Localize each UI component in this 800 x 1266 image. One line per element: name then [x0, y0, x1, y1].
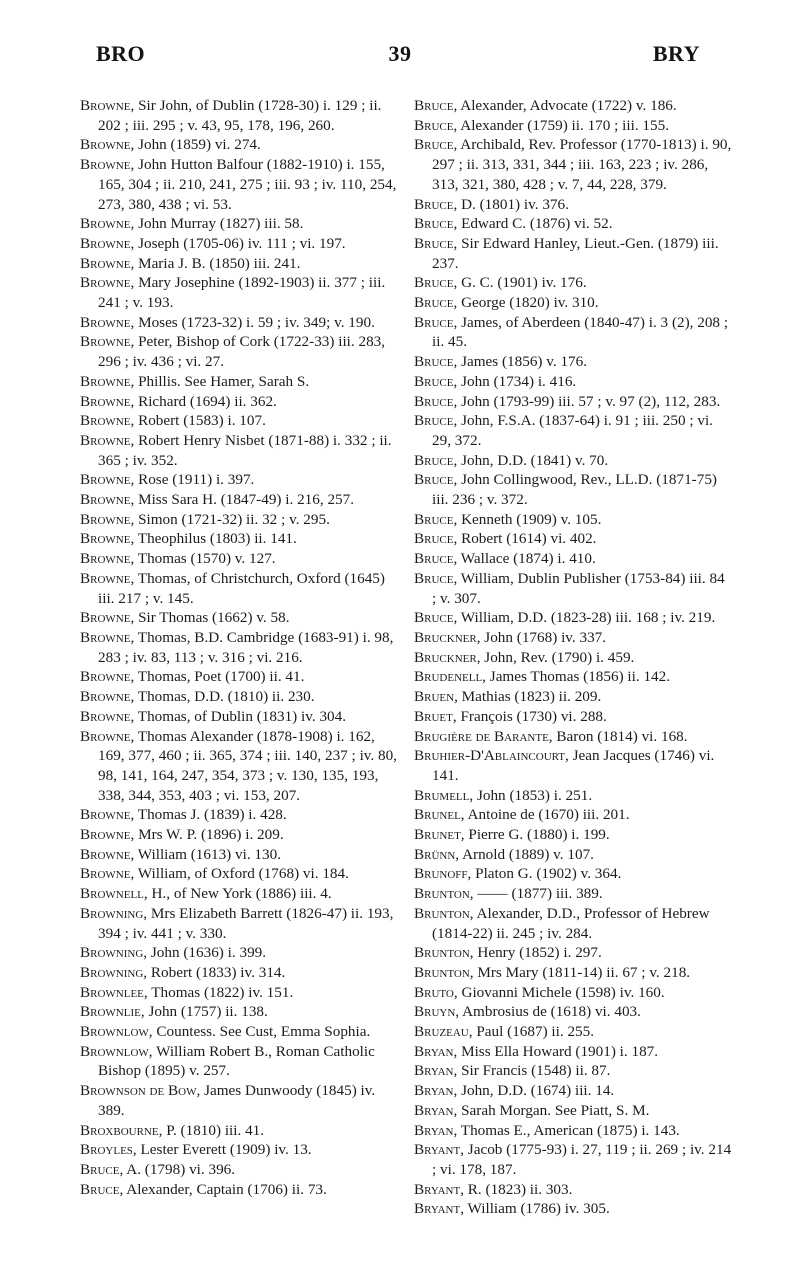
entry-name: Brunton, [414, 963, 474, 981]
entry-name: Bruckner, [414, 648, 481, 666]
index-entry [80, 884, 398, 904]
index-entry [80, 1081, 398, 1120]
entry-text: Alexander, Captain (1706) ii. 73. [123, 1180, 327, 1198]
index-entry [80, 608, 398, 628]
entry-text: Sir Edward Hanley, Lieut.-Gen. (1879) iii. 237. [432, 234, 719, 272]
index-entry [414, 707, 732, 727]
index-entry [414, 1081, 732, 1101]
entry-text: William, of Oxford (1768) vi. 184. [134, 865, 349, 883]
index-entry [414, 549, 732, 569]
index-entry [414, 983, 732, 1003]
index-entry [414, 411, 732, 450]
entry-name: Brownell, [80, 885, 148, 903]
entry-name: Browne, [80, 372, 135, 390]
index-entry [80, 569, 398, 608]
entry-name: Brownlow, [80, 1042, 153, 1060]
entry-name: Bruce, [414, 136, 458, 154]
entry-name: Brunel, [414, 806, 465, 824]
index-entry [414, 963, 732, 983]
entry-text: Simon (1721-32) ii. 32 ; v. 295. [134, 510, 330, 528]
index-entry [414, 1199, 732, 1219]
entry-text: Kenneth (1909) v. 105. [457, 510, 602, 528]
entry-text: John (1793-99) iii. 57 ; v. 97 (2), 112, 283. [457, 392, 721, 410]
entry-name: Brugière de Barante, [414, 727, 553, 745]
entry-name: Bruce, [80, 1180, 124, 1198]
entry-text: Joseph (1705-06) iv. 111 ; vi. 197. [134, 234, 346, 252]
entry-name: Bryant, [414, 1141, 464, 1159]
entry-text: Arnold (1889) v. 107. [459, 845, 594, 863]
entry-name: Brumell, [414, 786, 474, 804]
entry-text: Thomas, Poet (1700) ii. 41. [134, 668, 305, 686]
entry-text: Thomas (1570) v. 127. [134, 550, 276, 568]
entry-name: Browne, [80, 865, 135, 883]
index-entry [414, 116, 732, 136]
index-entry [80, 727, 398, 806]
entry-text: Thomas, of Dublin (1831) iv. 304. [134, 707, 347, 725]
entry-text: Thomas, B.D. Cambridge (1683-91) i. 98, 283 ; iv. 83, 113 ; v. 316 ; vi. 216. [98, 628, 394, 666]
index-entry [414, 569, 732, 608]
entry-text: Sir Francis (1548) ii. 87. [457, 1062, 611, 1080]
entry-text: James Thomas (1856) ii. 142. [485, 668, 671, 686]
index-entry [414, 845, 732, 865]
index-entry [80, 313, 398, 333]
entry-name: Bryant, [414, 1200, 464, 1218]
index-entry [414, 529, 732, 549]
entry-text: John Hutton Balfour (1882-1910) i. 155, 165, 304 ; ii. 210, 241, 275 ; iii. 93 ; iv. 110, 254, 273, 380, 438 ; vi. 53. [98, 156, 397, 213]
index-entry [80, 490, 398, 510]
entry-name: Broxbourne, [80, 1121, 163, 1139]
entry-text: Henry (1852) i. 297. [473, 944, 602, 962]
index-entry [80, 431, 398, 470]
index-entry [80, 1160, 398, 1180]
entry-text: William, Dublin Publisher (1753-84) iii. 84 ; v. 307. [432, 569, 725, 607]
entry-name: Browne, [80, 215, 135, 233]
entry-text: John (1859) vi. 274. [134, 136, 261, 154]
index-entry [414, 510, 732, 530]
running-head-left: BRO [96, 41, 146, 66]
entry-text: Peter, Bishop of Cork (1722-33) iii. 283, 296 ; iv. 436 ; vi. 27. [98, 333, 386, 371]
entry-name: Browne, [80, 845, 135, 863]
entry-text: William Robert B., Roman Catholic Bishop (1895) v. 257. [98, 1042, 375, 1080]
index-entry [80, 273, 398, 312]
entry-text: Baron (1814) vi. 168. [552, 727, 688, 745]
entry-text: Mrs Mary (1811-14) ii. 67 ; v. 218. [473, 963, 691, 981]
index-entry [80, 904, 398, 943]
index-entry [80, 411, 398, 431]
entry-name: Bruce, [414, 530, 458, 548]
entry-text: Countess. See Cust, Emma Sophia. [152, 1023, 371, 1041]
index-entry [414, 746, 732, 785]
index-entry [80, 805, 398, 825]
entry-text: Mary Josephine (1892-1903) ii. 377 ; iii. 241 ; v. 193. [98, 274, 386, 312]
entry-name: Brunton, [414, 904, 474, 922]
entry-name: Brunton, [414, 944, 474, 962]
entry-name: Bruckner, [414, 628, 481, 646]
index-entry [80, 254, 398, 274]
index-entry [414, 273, 732, 293]
entry-text: G. C. (1901) iv. 176. [457, 274, 587, 292]
entry-name: Bruhier-D'Ablaincourt, [414, 747, 569, 765]
entry-text: George (1820) iv. 310. [457, 294, 599, 312]
index-entry [80, 155, 398, 214]
entry-text: James (1856) v. 176. [457, 353, 588, 371]
entry-text: Lester Everett (1909) iv. 13. [136, 1141, 312, 1159]
page-header [0, 41, 800, 71]
entry-text: R. (1823) ii. 303. [464, 1180, 573, 1198]
entry-name: Bruyn, [414, 1003, 460, 1021]
entry-name: Brunoff, [414, 865, 472, 883]
entry-text: John (1734) i. 416. [457, 372, 577, 390]
entry-text: Giovanni Michele (1598) iv. 160. [457, 983, 665, 1001]
entry-name: Bruce, [414, 215, 458, 233]
index-entry [80, 845, 398, 865]
entry-text: Mathias (1823) ii. 209. [457, 688, 602, 706]
entry-text: Platon G. (1902) v. 364. [471, 865, 622, 883]
index-entry [80, 1121, 398, 1141]
index-entry [414, 825, 732, 845]
entry-text: Edward C. (1876) vi. 52. [457, 215, 613, 233]
entry-text: Robert (1833) iv. 314. [147, 963, 286, 981]
index-entry [414, 1022, 732, 1042]
index-entry [414, 470, 732, 509]
entry-name: Bruzeau, [414, 1023, 473, 1041]
index-entry [414, 687, 732, 707]
index-entry [414, 805, 732, 825]
entry-text: Alexander, Advocate (1722) v. 186. [457, 97, 677, 114]
entry-name: Bruce, [414, 609, 458, 627]
entry-text: Miss Sara H. (1847-49) i. 216, 257. [134, 491, 355, 509]
index-entry [414, 667, 732, 687]
index-entry [80, 983, 398, 1003]
entry-name: Bruce, [414, 510, 458, 528]
entry-name: Bryan, [414, 1042, 458, 1060]
index-entry [80, 963, 398, 983]
entry-name: Brownlee, [80, 983, 148, 1001]
entry-text: Thomas, D.D. (1810) ii. 230. [134, 688, 315, 706]
entry-text: Moses (1723-32) i. 59 ; iv. 349; v. 190. [134, 313, 375, 331]
entry-name: Bruen, [414, 688, 458, 706]
entry-text: Thomas E., American (1875) i. 143. [457, 1121, 680, 1139]
index-entry [414, 1061, 732, 1081]
entry-name: Bryan, [414, 1062, 458, 1080]
entry-text: William, D.D. (1823-28) iii. 168 ; iv. 219. [457, 609, 716, 627]
entry-text: Archibald, Rev. Professor (1770-1813) i. 90, 297 ; ii. 313, 331, 344 ; iii. 163, 223 ; iv. 286, 313, 321, 380, 428 ; v. 7, 44, 228, 379. [432, 136, 732, 193]
entry-name: Browne, [80, 707, 135, 725]
entry-name: Browning, [80, 963, 148, 981]
entry-text: Sir Thomas (1662) v. 58. [134, 609, 290, 627]
entry-name: Browne, [80, 668, 135, 686]
entry-text: Wallace (1874) i. 410. [457, 550, 596, 568]
index-entry [414, 648, 732, 668]
entry-name: Brownlie, [80, 1003, 145, 1021]
index-entry [80, 667, 398, 687]
entry-text: Jacob (1775-93) i. 27, 119 ; ii. 269 ; iv. 214 ; vi. 178, 187. [432, 1141, 732, 1178]
index-entry [414, 313, 732, 352]
entry-name: Bruce, [414, 97, 458, 114]
entry-name: Browne, [80, 136, 135, 154]
index-entry [414, 864, 732, 884]
index-entry [80, 628, 398, 667]
entry-name: Bruce, [80, 1160, 124, 1178]
entry-name: Bryan, [414, 1121, 458, 1139]
entry-name: Brunet, [414, 826, 465, 844]
index-entry [80, 392, 398, 412]
entry-text: Thomas Alexander (1878-1908) i. 162, 169, 377, 460 ; ii. 365, 374 ; iii. 140, 237 ; iv. 80, 98, 141, 164, 247, 354, 373 ; v. 130, 135, 193, 338, 344, 353, 403 ; vi. 153, 207. [98, 727, 397, 804]
entry-name: Browne, [80, 609, 135, 627]
index-entry [80, 529, 398, 549]
entry-name: Bruce, [414, 451, 458, 469]
index-entry [80, 687, 398, 707]
entry-name: Bruce, [414, 195, 458, 213]
entry-text: William (1786) iv. 305. [464, 1200, 610, 1218]
entry-name: Browning, [80, 944, 148, 962]
index-entry [80, 214, 398, 234]
entry-name: Bruce, [414, 412, 458, 430]
entry-text: Robert (1614) vi. 402. [457, 530, 597, 548]
entry-text: Maria J. B. (1850) iii. 241. [134, 254, 301, 272]
entry-text: Mrs Elizabeth Barrett (1826-47) ii. 193, 394 ; iv. 441 ; v. 330. [98, 904, 394, 942]
index-entry [80, 1140, 398, 1160]
entry-text: Paul (1687) ii. 255. [472, 1023, 595, 1041]
entry-text: P. (1810) iii. 41. [162, 1121, 265, 1139]
entry-text: François (1730) vi. 288. [456, 707, 607, 725]
index-entry [414, 786, 732, 806]
entry-name: Browne, [80, 688, 135, 706]
entry-name: Brownlow, [80, 1023, 153, 1041]
entry-text: Richard (1694) ii. 362. [134, 392, 277, 410]
entry-text: John, D.D. (1674) iii. 14. [457, 1082, 615, 1100]
entry-name: Bruce, [414, 392, 458, 410]
entry-text: Sir John, of Dublin (1728-30) i. 129 ; ii. 202 ; iii. 295 ; v. 43, 95, 178, 196, 260. [98, 97, 382, 134]
entry-name: Bruce, [414, 116, 458, 134]
index-entry [80, 234, 398, 254]
index-entry [80, 1180, 398, 1200]
entry-text: John (1636) i. 399. [147, 944, 267, 962]
index-entry [80, 825, 398, 845]
entry-text: James Dunwoody (1845) iv. 389. [98, 1082, 376, 1119]
entry-name: Browne, [80, 628, 135, 646]
entry-text: Pierre G. (1880) i. 199. [464, 826, 610, 844]
entry-text: Rose (1911) i. 397. [134, 471, 255, 489]
index-entry [414, 293, 732, 313]
index-entry [414, 96, 732, 116]
entry-text: William (1613) vi. 130. [134, 845, 282, 863]
entry-text: Antoine de (1670) iii. 201. [464, 806, 630, 824]
entry-name: Broyles, [80, 1141, 137, 1159]
entry-name: Bruto, [414, 983, 458, 1001]
entry-text: Theophilus (1803) ii. 141. [134, 530, 297, 548]
entry-text: —— (1877) iii. 389. [473, 885, 603, 903]
entry-name: Browne, [80, 156, 135, 174]
index-entry [414, 884, 732, 904]
entry-text: John Murray (1827) iii. 58. [134, 215, 304, 233]
index-entry [80, 510, 398, 530]
entry-name: Bruce, [414, 313, 458, 331]
index-column-left [80, 96, 398, 1199]
entry-name: Bruce, [414, 471, 458, 489]
index-entry [80, 372, 398, 392]
entry-text: H., of New York (1886) iii. 4. [147, 885, 332, 903]
entry-name: Bryant, [414, 1180, 464, 1198]
index-entry [80, 135, 398, 155]
index-entry [80, 943, 398, 963]
index-entry [414, 943, 732, 963]
index-entry [80, 1002, 398, 1022]
entry-name: Brudenell, [414, 668, 486, 686]
entry-text: Jean Jacques (1746) vi. 141. [432, 747, 715, 784]
entry-text: John Collingwood, Rev., LL.D. (1871-75) iii. 236 ; v. 372. [432, 471, 717, 509]
entry-name: Bruce, [414, 550, 458, 568]
entry-text: John, D.D. (1841) v. 70. [457, 451, 609, 469]
index-entry [414, 727, 732, 747]
entry-name: Bruce, [414, 234, 458, 252]
entry-name: Bruce, [414, 372, 458, 390]
entry-text: John, F.S.A. (1837-64) i. 91 ; iii. 250 ; vi. 29, 372. [432, 412, 713, 449]
index-entry [414, 628, 732, 648]
index-entry [414, 1140, 732, 1179]
entry-name: Bryan, [414, 1101, 458, 1119]
index-entry [414, 372, 732, 392]
entry-name: Brünn, [414, 845, 460, 863]
entry-name: Browne, [80, 569, 135, 587]
entry-name: Browne, [80, 274, 135, 292]
index-entry [414, 135, 732, 194]
index-entry [80, 332, 398, 371]
entry-name: Browne, [80, 313, 135, 331]
entry-text: Mrs W. P. (1896) i. 209. [134, 826, 284, 844]
index-entry [414, 1042, 732, 1062]
index-entry [414, 234, 732, 273]
entry-text: Alexander, D.D., Professor of Hebrew (1814-22) ii. 245 ; iv. 284. [432, 904, 710, 942]
entry-text: Robert Henry Nisbet (1871-88) i. 332 ; ii. 365 ; iv. 352. [98, 431, 392, 469]
entry-name: Browne, [80, 471, 135, 489]
entry-name: Browne, [80, 412, 135, 430]
entry-name: Browne, [80, 333, 135, 351]
entry-name: Browne, [80, 97, 135, 114]
entry-name: Browne, [80, 826, 135, 844]
entry-text: John (1757) ii. 138. [144, 1003, 268, 1021]
entry-text: Thomas, of Christchurch, Oxford (1645) iii. 217 ; v. 145. [98, 569, 385, 607]
index-entry [80, 707, 398, 727]
index-entry [414, 608, 732, 628]
entry-text: Ambrosius de (1618) vi. 403. [459, 1003, 641, 1021]
entry-name: Browne, [80, 491, 135, 509]
entry-name: Bruet, [414, 707, 457, 725]
entry-name: Browne, [80, 806, 135, 824]
entry-name: Browne, [80, 550, 135, 568]
entry-name: Browne, [80, 431, 135, 449]
index-entry [414, 214, 732, 234]
entry-name: Browne, [80, 727, 135, 745]
entry-text: Thomas J. (1839) i. 428. [134, 806, 287, 824]
entry-text: John, Rev. (1790) i. 459. [480, 648, 635, 666]
index-entry [80, 864, 398, 884]
index-entry [80, 1022, 398, 1042]
entry-name: Browne, [80, 254, 135, 272]
entry-name: Browne, [80, 510, 135, 528]
entry-name: Browne, [80, 530, 135, 548]
entry-name: Browne, [80, 392, 135, 410]
index-entry [414, 1002, 732, 1022]
index-entry [80, 96, 398, 135]
entry-text: Robert (1583) i. 107. [134, 412, 266, 430]
entry-text: Miss Ella Howard (1901) i. 187. [457, 1042, 659, 1060]
entry-name: Browne, [80, 234, 135, 252]
index-entry [80, 549, 398, 569]
entry-name: Bruce, [414, 569, 458, 587]
entry-text: John (1768) iv. 337. [480, 628, 607, 646]
entry-name: Bruce, [414, 353, 458, 371]
index-entry [80, 1042, 398, 1081]
entry-text: Alexander (1759) ii. 170 ; iii. 155. [457, 116, 670, 134]
entry-name: Bruce, [414, 274, 458, 292]
page-number: 39 [388, 41, 412, 66]
index-entry [414, 904, 732, 943]
entry-text: James, of Aberdeen (1840-47) i. 3 (2), 208 ; ii. 45. [432, 313, 729, 351]
index-entry [414, 1101, 732, 1121]
index-entry [414, 1121, 732, 1141]
index-entry [80, 470, 398, 490]
running-head-right: BRY [652, 41, 700, 66]
entry-name: Browning, [80, 904, 148, 922]
entry-text: Thomas (1822) iv. 151. [147, 983, 294, 1001]
index-entry [414, 451, 732, 471]
index-entry [414, 195, 732, 215]
index-entry [414, 1180, 732, 1200]
index-column-right [414, 96, 732, 1219]
entry-text: A. (1798) vi. 396. [123, 1160, 236, 1178]
entry-text: John (1853) i. 251. [473, 786, 593, 804]
entry-text: Phillis. See Hamer, Sarah S. [134, 372, 310, 390]
entry-text: Sarah Morgan. See Piatt, S. M. [457, 1101, 650, 1119]
entry-name: Brunton, [414, 885, 474, 903]
entry-text: D. (1801) iv. 376. [457, 195, 569, 213]
entry-name: Brownson de Bow, [80, 1082, 201, 1100]
index-entry [414, 352, 732, 372]
index-entry [414, 392, 732, 412]
entry-name: Bruce, [414, 294, 458, 312]
entry-name: Bryan, [414, 1082, 458, 1100]
